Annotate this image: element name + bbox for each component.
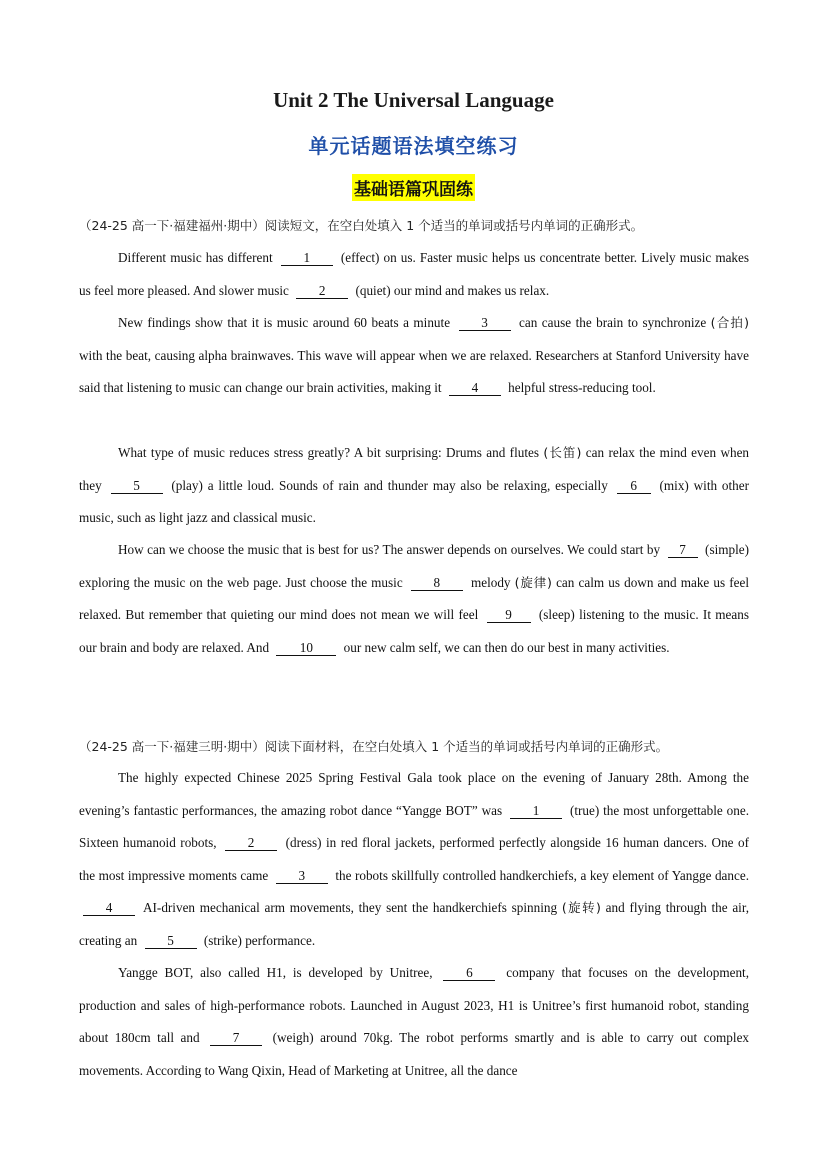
- blank-7: 7: [668, 543, 698, 558]
- text-run: our new calm self, we can then do our best in many activities.: [343, 639, 670, 655]
- text-run: New findings show that it is music around 60 beats a minute: [118, 315, 451, 330]
- text-run: (quiet) our mind and makes us relax.: [355, 282, 550, 298]
- text-run: How can we choose the music that is best for us? The answer depends on ourselves. We could start by: [118, 542, 661, 557]
- text-run: can cause the brain to synchronize: [519, 315, 707, 330]
- blank-4: 4: [83, 901, 135, 916]
- text-run: Yangge BOT, also called H1, is developed by Unitree,: [118, 965, 433, 980]
- text-run: (weigh) around 70kg. The robot performs smartly and is able to carry out complex movements. According to Wang Qixin, Head of Marketing at Unitree, all the dance: [79, 1030, 750, 1078]
- text-run: Different music has different: [118, 250, 273, 265]
- text-run: (sleep) listening to the music. It means our brain and body are relaxed. And: [79, 607, 749, 655]
- passage2-paragraph-1: [79, 762, 749, 958]
- passage1-paragraph-4: [79, 534, 749, 664]
- passage2-source: （24-25 高一下·福建三明·期中）阅读下面材料，在空白处填入 1 个适当的单词或括号内单词的正确形式。: [79, 739, 669, 754]
- text-run: company that focuses on the development, production and sales of high-performance robots. Launched in August 2023, H1 is Unitree’s first humanoid robot, standing about 180cm tall and: [79, 965, 749, 1046]
- blank-10: 10: [276, 641, 336, 656]
- section-heading-wrap: [0, 174, 827, 201]
- blank-8: 8: [411, 576, 463, 591]
- blank-2: 2: [225, 836, 277, 851]
- passage1-paragraph-2: [79, 307, 749, 405]
- page-title: Unit 2 The Universal Language: [273, 88, 554, 112]
- text-run: with the beat, causing alpha brainwaves. This wave will appear when we are relaxed. Researchers at Stanford University have said that listening to music can change our brain activities, making it: [79, 347, 749, 396]
- text-run: (dress) in red floral jackets, performed perfectly alongside 16 human dancers. One of the most impressive moments came: [79, 835, 750, 883]
- blank-1: 1: [510, 804, 562, 819]
- text-run: (play) a little loud. Sounds of rain and thunder may also be relaxing, especially: [171, 477, 608, 493]
- blank-2: 2: [296, 284, 348, 299]
- blank-9: 9: [487, 608, 531, 623]
- passage1-paragraph-1: [79, 242, 749, 307]
- blank-1: 1: [281, 251, 333, 266]
- blank-7: 7: [210, 1031, 262, 1046]
- blank-5: 5: [111, 479, 163, 494]
- passage1-source: （24-25 高一下·福建福州·期中）阅读短文，在空白处填入 1 个适当的单词或括号内单词的正确形式。: [79, 218, 644, 233]
- text-run: can relax the mind even when they: [79, 445, 750, 493]
- chinese-gloss: (旋律): [514, 574, 552, 590]
- text-run: What type of music reduces stress greatly? A bit surprising: Drums and flutes: [118, 445, 539, 460]
- text-run: (effect) on us. Faster music helps us concentrate better. Lively music makes us feel more pleased. And slower music: [79, 250, 750, 298]
- blank-5: 5: [145, 934, 197, 949]
- text-run: AI-driven mechanical arm movements, they sent the handkerchiefs spinning: [143, 900, 558, 916]
- text-run: (true) the most unforgettable one. Sixteen humanoid robots,: [79, 802, 750, 851]
- text-run: the robots skillfully controlled handkerchiefs, a key element of Yangge dance.: [335, 867, 750, 883]
- chinese-gloss: (旋转): [561, 900, 601, 916]
- text-run: The highly expected Chinese 2025 Spring Festival Gala took place on the evening of January 28th. Among the evening’s fantastic performances, the amazing robot dance “Yangge BOT” was: [79, 770, 749, 818]
- blank-6: 6: [443, 966, 495, 981]
- blank-6: 6: [617, 479, 651, 494]
- text-run: (simple) exploring the music on the web page. Just choose the music: [79, 542, 749, 590]
- text-run: helpful stress-reducing tool.: [508, 380, 656, 396]
- text-run: can calm us down and make us feel relaxed. But remember that quieting our mind does not mean we will feel: [79, 574, 750, 623]
- text-run: (mix) with other music, such as light jazz and classical music.: [79, 477, 750, 526]
- text-run: melody: [470, 574, 511, 590]
- section-heading: 基础语篇巩固练: [352, 174, 475, 201]
- blank-4: 4: [449, 381, 501, 396]
- chinese-gloss: (合拍): [710, 315, 749, 330]
- blank-3: 3: [276, 869, 328, 884]
- page-subtitle: 单元话题语法填空练习: [308, 134, 519, 158]
- text-run: (strike) performance.: [203, 932, 316, 948]
- blank-3: 3: [459, 316, 511, 331]
- chinese-gloss: (长笛): [543, 445, 582, 460]
- text-run: and flying through the air, creating an: [79, 900, 750, 948]
- passage2-paragraph-2: [79, 957, 749, 1087]
- passage1-paragraph-3: [79, 437, 749, 535]
